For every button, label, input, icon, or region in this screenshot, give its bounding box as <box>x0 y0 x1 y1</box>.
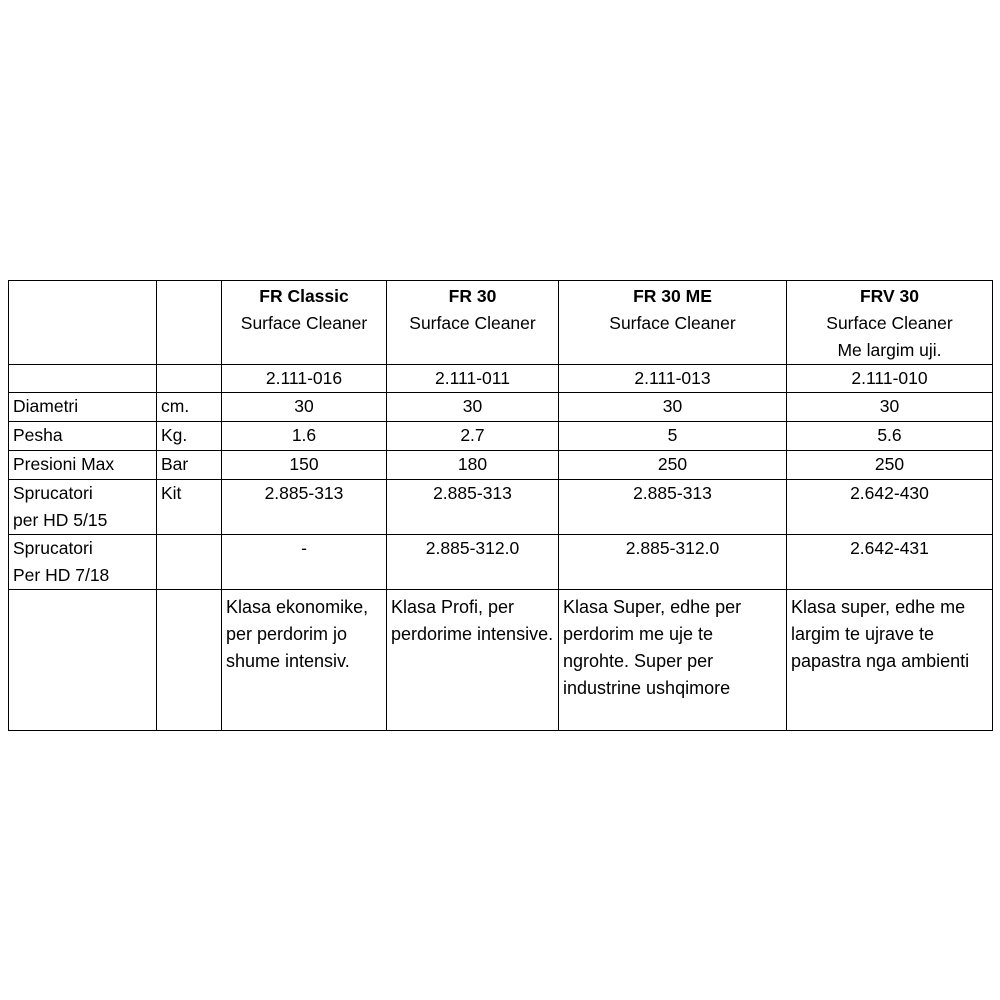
row-label <box>9 535 157 590</box>
code-cell: 2.111-016 <box>222 365 387 393</box>
value-cell: 2.885-313 <box>387 480 559 535</box>
row-label <box>9 480 157 535</box>
unit-header-cell <box>157 281 222 365</box>
unit-cell: Kit <box>157 480 222 535</box>
description-text: Klasa super, edhe me largim te ujrave te papastra nga ambienti <box>791 597 970 671</box>
product-header-fr-30 <box>387 281 559 365</box>
code-cell: 2.111-010 <box>787 365 993 393</box>
value-cell: 2.7 <box>387 422 559 451</box>
description-text: Klasa Super, edhe per perdorim me uje te ngrohte. Super per industrine ushqimore <box>563 597 742 698</box>
pesha-row <box>9 422 993 451</box>
product-header-fr-30-me <box>559 281 787 365</box>
unit-cell: Kg. <box>157 422 222 451</box>
model-name: FR Classic <box>259 286 349 306</box>
value-cell: - <box>222 535 387 590</box>
model-name: FR 30 ME <box>633 286 712 306</box>
code-row <box>9 365 993 393</box>
value-cell: 5.6 <box>787 422 993 451</box>
description-cell <box>222 590 387 731</box>
unit-cell: cm. <box>157 393 222 422</box>
description-text: Klasa Profi, per perdorime intensive. <box>391 597 554 644</box>
unit-cell <box>157 365 222 393</box>
row-label: Presioni Max <box>9 451 157 480</box>
row-label-cell <box>9 590 157 731</box>
row-label: Pesha <box>9 422 157 451</box>
model-extra: Me largim uji. <box>837 340 942 360</box>
sprucatori-515-row <box>9 480 993 535</box>
model-type: Surface Cleaner <box>609 313 736 333</box>
product-header-fr-classic <box>222 281 387 365</box>
value-cell: 250 <box>559 451 787 480</box>
value-cell: 30 <box>787 393 993 422</box>
description-row <box>9 590 993 731</box>
row-label-line: Sprucatori <box>13 483 93 503</box>
value-cell: 30 <box>222 393 387 422</box>
row-label-cell <box>9 365 157 393</box>
value-cell: 2.885-313 <box>559 480 787 535</box>
diametri-row <box>9 393 993 422</box>
code-cell: 2.111-011 <box>387 365 559 393</box>
value-cell: 30 <box>559 393 787 422</box>
description-text: Klasa ekonomike, per perdorim jo shume intensiv. <box>226 597 369 671</box>
header-row <box>9 281 993 365</box>
value-cell: 2.642-430 <box>787 480 993 535</box>
model-type: Surface Cleaner <box>826 313 953 333</box>
model-name: FRV 30 <box>859 286 919 306</box>
value-cell: 150 <box>222 451 387 480</box>
row-label-line: Per HD 7/18 <box>13 565 110 585</box>
value-cell: 2.642-431 <box>787 535 993 590</box>
row-label: Diametri <box>9 393 157 422</box>
value-cell: 5 <box>559 422 787 451</box>
description-cell <box>387 590 559 731</box>
model-type: Surface Cleaner <box>409 313 536 333</box>
value-cell: 2.885-313 <box>222 480 387 535</box>
corner-cell <box>9 281 157 365</box>
value-cell: 2.885-312.0 <box>559 535 787 590</box>
model-name: FR 30 <box>448 286 497 306</box>
value-cell: 30 <box>387 393 559 422</box>
description-cell <box>787 590 993 731</box>
unit-cell <box>157 535 222 590</box>
unit-cell: Bar <box>157 451 222 480</box>
presioni-row <box>9 451 993 480</box>
description-cell <box>559 590 787 731</box>
row-label-line: Sprucatori <box>13 538 93 558</box>
unit-cell <box>157 590 222 731</box>
spec-table <box>8 280 993 731</box>
value-cell: 180 <box>387 451 559 480</box>
product-header-frv-30 <box>787 281 993 365</box>
row-label-line: per HD 5/15 <box>13 510 108 530</box>
model-type: Surface Cleaner <box>240 313 368 333</box>
value-cell: 1.6 <box>222 422 387 451</box>
code-cell: 2.111-013 <box>559 365 787 393</box>
value-cell: 250 <box>787 451 993 480</box>
value-cell: 2.885-312.0 <box>387 535 559 590</box>
sprucatori-718-row <box>9 535 993 590</box>
